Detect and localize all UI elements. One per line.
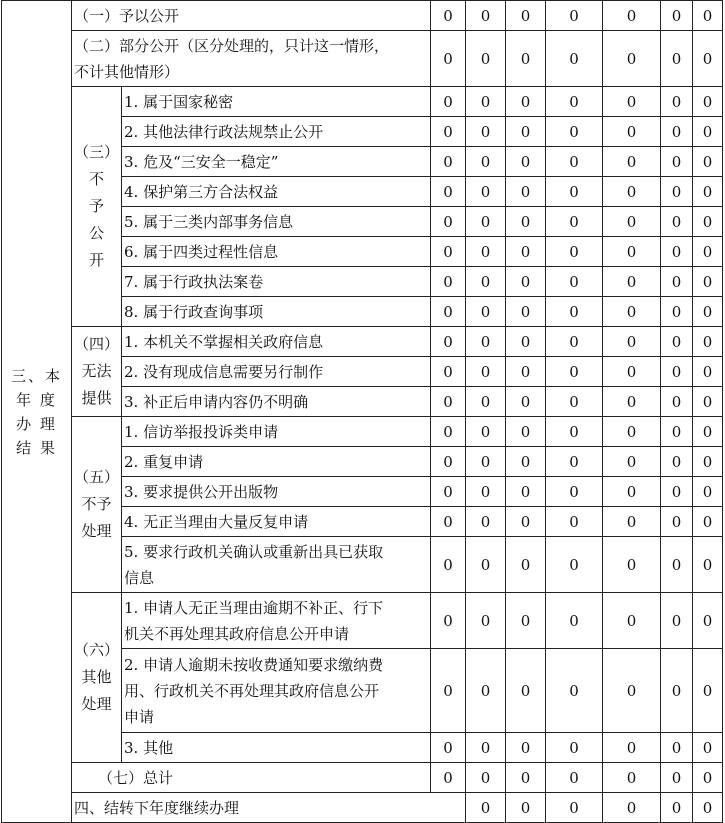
table-row: [2, 31, 723, 87]
cell-value: 0: [661, 447, 693, 477]
cell-value: 0: [466, 87, 506, 117]
cell-value: 0: [546, 1, 603, 31]
cell-value: 0: [546, 31, 603, 87]
cell-value: 0: [546, 117, 603, 147]
cell-value: 0: [661, 297, 693, 327]
cell-value: 0: [546, 177, 603, 207]
cell-value: 0: [661, 507, 693, 537]
cell-value: 0: [506, 147, 546, 177]
cell-value: 0: [506, 237, 546, 267]
cell-value: 0: [661, 477, 693, 507]
cell-value: 0: [431, 649, 466, 733]
row-label: 5. 要求行政机关确认或重新出具已获取 信息: [122, 537, 431, 593]
cell-value: 0: [466, 793, 506, 823]
cell-value: 0: [603, 117, 661, 147]
cell-value: 0: [546, 267, 603, 297]
cell-value: 0: [506, 177, 546, 207]
cell-value: 0: [693, 763, 723, 793]
section4-label: 四、结转下年度继续办理: [72, 793, 466, 823]
table-row: [2, 327, 723, 357]
cell-value: 0: [603, 207, 661, 237]
row-label: 6. 属于四类过程性信息: [122, 237, 431, 267]
cell-value: 0: [661, 31, 693, 87]
cell-value: 0: [506, 477, 546, 507]
cell-value: 0: [431, 537, 466, 593]
table-row: [2, 793, 723, 823]
table-row: [2, 593, 723, 649]
cell-value: 0: [693, 417, 723, 447]
cell-value: 0: [661, 417, 693, 447]
cell-value: 0: [546, 327, 603, 357]
results-table: [1, 0, 723, 823]
cell-value: 0: [603, 31, 661, 87]
cell-value: 0: [466, 733, 506, 763]
cell-value: 0: [506, 649, 546, 733]
cell-value: 0: [466, 297, 506, 327]
cell-value: 0: [546, 447, 603, 477]
cell-value: 0: [431, 763, 466, 793]
row-label: （二）部分公开（区分处理的，只计这一情形， 不计其他情形）: [72, 31, 431, 87]
cell-value: 0: [603, 87, 661, 117]
cell-value: 0: [506, 447, 546, 477]
cell-value: 0: [466, 649, 506, 733]
cell-value: 0: [506, 507, 546, 537]
row-label: 2. 没有现成信息需要另行制作: [122, 357, 431, 387]
cell-value: 0: [661, 147, 693, 177]
cell-value: 0: [466, 763, 506, 793]
cell-value: 0: [693, 207, 723, 237]
cell-value: 0: [546, 477, 603, 507]
cell-value: 0: [466, 177, 506, 207]
cell-value: 0: [661, 357, 693, 387]
cell-value: 0: [603, 763, 661, 793]
cell-value: 0: [693, 477, 723, 507]
cell-value: 0: [661, 267, 693, 297]
cell-value: 0: [466, 357, 506, 387]
cell-value: 0: [506, 733, 546, 763]
cell-value: 0: [431, 327, 466, 357]
cell-value: 0: [431, 477, 466, 507]
cell-value: 0: [693, 177, 723, 207]
cell-value: 0: [661, 733, 693, 763]
row-label: 3. 其他: [122, 733, 431, 763]
cell-value: 0: [603, 147, 661, 177]
cell-value: 0: [661, 117, 693, 147]
table-row: [2, 763, 723, 793]
cell-value: 0: [603, 297, 661, 327]
cell-value: 0: [603, 793, 661, 823]
cell-value: 0: [431, 177, 466, 207]
cell-value: 0: [546, 207, 603, 237]
cell-value: 0: [506, 357, 546, 387]
cell-value: 0: [693, 733, 723, 763]
cell-value: 0: [603, 387, 661, 417]
row-label: 3. 补正后申请内容仍不明确: [122, 387, 431, 417]
cell-value: 0: [693, 1, 723, 31]
row-label: 2. 重复申请: [122, 447, 431, 477]
cell-value: 0: [466, 117, 506, 147]
row-label: 2. 申请人逾期未按收费通知要求缴纳费 用、行政机关不再处理其政府信息公开 申请: [122, 649, 431, 733]
row-label: 4. 保护第三方合法权益: [122, 177, 431, 207]
cell-value: 0: [603, 1, 661, 31]
cell-value: 0: [693, 649, 723, 733]
cell-value: 0: [661, 793, 693, 823]
cell-value: 0: [603, 593, 661, 649]
table-row: [2, 417, 723, 447]
cell-value: 0: [466, 327, 506, 357]
cell-value: 0: [546, 237, 603, 267]
group-label-3: （三） 不 予 公 开: [72, 87, 122, 327]
cell-value: 0: [546, 593, 603, 649]
group-label-6: （六） 其他 处理: [72, 593, 122, 763]
cell-value: 0: [603, 267, 661, 297]
cell-value: 0: [603, 237, 661, 267]
cell-value: 0: [693, 117, 723, 147]
cell-value: 0: [661, 537, 693, 593]
cell-value: 0: [431, 507, 466, 537]
cell-value: 0: [506, 117, 546, 147]
row-label: 4. 无正当理由大量反复申请: [122, 507, 431, 537]
cell-value: 0: [693, 593, 723, 649]
cell-value: 0: [693, 147, 723, 177]
cell-value: 0: [693, 537, 723, 593]
cell-value: 0: [466, 387, 506, 417]
cell-value: 0: [466, 267, 506, 297]
cell-value: 0: [603, 537, 661, 593]
cell-value: 0: [431, 31, 466, 87]
cell-value: 0: [466, 447, 506, 477]
cell-value: 0: [506, 87, 546, 117]
cell-value: 0: [603, 417, 661, 447]
row-label: 1. 属于国家秘密: [122, 87, 431, 117]
cell-value: 0: [431, 733, 466, 763]
cell-value: 0: [603, 447, 661, 477]
cell-value: 0: [661, 177, 693, 207]
cell-value: 0: [546, 649, 603, 733]
cell-value: 0: [546, 357, 603, 387]
row-label: 1. 申请人无正当理由逾期不补正、行下 机关不再处理其政府信息公开申请: [122, 593, 431, 649]
cell-value: 0: [693, 793, 723, 823]
cell-value: 0: [466, 237, 506, 267]
cell-value: 0: [661, 387, 693, 417]
cell-value: 0: [506, 793, 546, 823]
cell-value: 0: [546, 507, 603, 537]
cell-value: 0: [506, 267, 546, 297]
section3-label: 三、本 年 度 办 理 结 果: [2, 1, 72, 823]
cell-value: 0: [466, 207, 506, 237]
cell-value: 0: [693, 357, 723, 387]
cell-value: 0: [506, 763, 546, 793]
cell-value: 0: [431, 87, 466, 117]
cell-value: 0: [546, 87, 603, 117]
cell-value: 0: [693, 327, 723, 357]
cell-value: 0: [661, 763, 693, 793]
cell-value: 0: [546, 297, 603, 327]
cell-value: 0: [603, 649, 661, 733]
cell-value: 0: [466, 1, 506, 31]
cell-value: 0: [431, 593, 466, 649]
cell-value: 0: [431, 447, 466, 477]
group-label-5: （五） 不予 处理: [72, 417, 122, 593]
table-row: [2, 1, 723, 31]
cell-value: 0: [661, 327, 693, 357]
cell-value: 0: [431, 117, 466, 147]
cell-value: 0: [693, 31, 723, 87]
row-label: 3. 要求提供公开出版物: [122, 477, 431, 507]
cell-value: 0: [693, 267, 723, 297]
cell-value: 0: [506, 417, 546, 447]
row-label: 3. 危及“三安全一稳定”: [122, 147, 431, 177]
cell-value: 0: [506, 593, 546, 649]
cell-value: 0: [693, 447, 723, 477]
cell-value: 0: [693, 297, 723, 327]
cell-value: 0: [546, 793, 603, 823]
cell-value: 0: [506, 537, 546, 593]
cell-value: 0: [431, 297, 466, 327]
cell-value: 0: [661, 593, 693, 649]
cell-value: 0: [466, 417, 506, 447]
table-row: [2, 87, 723, 117]
row-label: 1. 本机关不掌握相关政府信息: [122, 327, 431, 357]
cell-value: 0: [693, 237, 723, 267]
cell-value: 0: [661, 237, 693, 267]
cell-value: 0: [506, 327, 546, 357]
cell-value: 0: [603, 327, 661, 357]
cell-value: 0: [431, 357, 466, 387]
row-label: 5. 属于三类内部事务信息: [122, 207, 431, 237]
cell-value: 0: [661, 1, 693, 31]
cell-value: 0: [431, 237, 466, 267]
cell-value: 0: [431, 207, 466, 237]
cell-value: 0: [693, 507, 723, 537]
row-label: 2. 其他法律行政法规禁止公开: [122, 117, 431, 147]
cell-value: 0: [546, 147, 603, 177]
cell-value: 0: [661, 649, 693, 733]
row-label: （七）总计: [72, 763, 431, 793]
cell-value: 0: [661, 87, 693, 117]
row-label: （一）予以公开: [72, 1, 431, 31]
cell-value: 0: [466, 477, 506, 507]
cell-value: 0: [431, 387, 466, 417]
cell-value: 0: [431, 1, 466, 31]
cell-value: 0: [603, 177, 661, 207]
cell-value: 0: [603, 733, 661, 763]
cell-value: 0: [546, 763, 603, 793]
cell-value: 0: [603, 507, 661, 537]
cell-value: 0: [506, 387, 546, 417]
cell-value: 0: [661, 207, 693, 237]
cell-value: 0: [466, 31, 506, 87]
cell-value: 0: [506, 297, 546, 327]
cell-value: 0: [506, 31, 546, 87]
cell-value: 0: [693, 387, 723, 417]
cell-value: 0: [506, 1, 546, 31]
cell-value: 0: [693, 87, 723, 117]
cell-value: 0: [546, 537, 603, 593]
cell-value: 0: [603, 477, 661, 507]
cell-value: 0: [603, 357, 661, 387]
cell-value: 0: [466, 593, 506, 649]
cell-value: 0: [466, 537, 506, 593]
cell-value: 0: [466, 147, 506, 177]
cell-value: 0: [431, 417, 466, 447]
group-label-4: （四） 无法 提供: [72, 327, 122, 417]
cell-value: 0: [546, 417, 603, 447]
cell-value: 0: [546, 387, 603, 417]
row-label: 7. 属于行政执法案卷: [122, 267, 431, 297]
row-label: 8. 属于行政查询事项: [122, 297, 431, 327]
row-label: 1. 信访举报投诉类申请: [122, 417, 431, 447]
cell-value: 0: [466, 507, 506, 537]
cell-value: 0: [431, 267, 466, 297]
cell-value: 0: [546, 733, 603, 763]
cell-value: 0: [431, 147, 466, 177]
cell-value: 0: [506, 207, 546, 237]
